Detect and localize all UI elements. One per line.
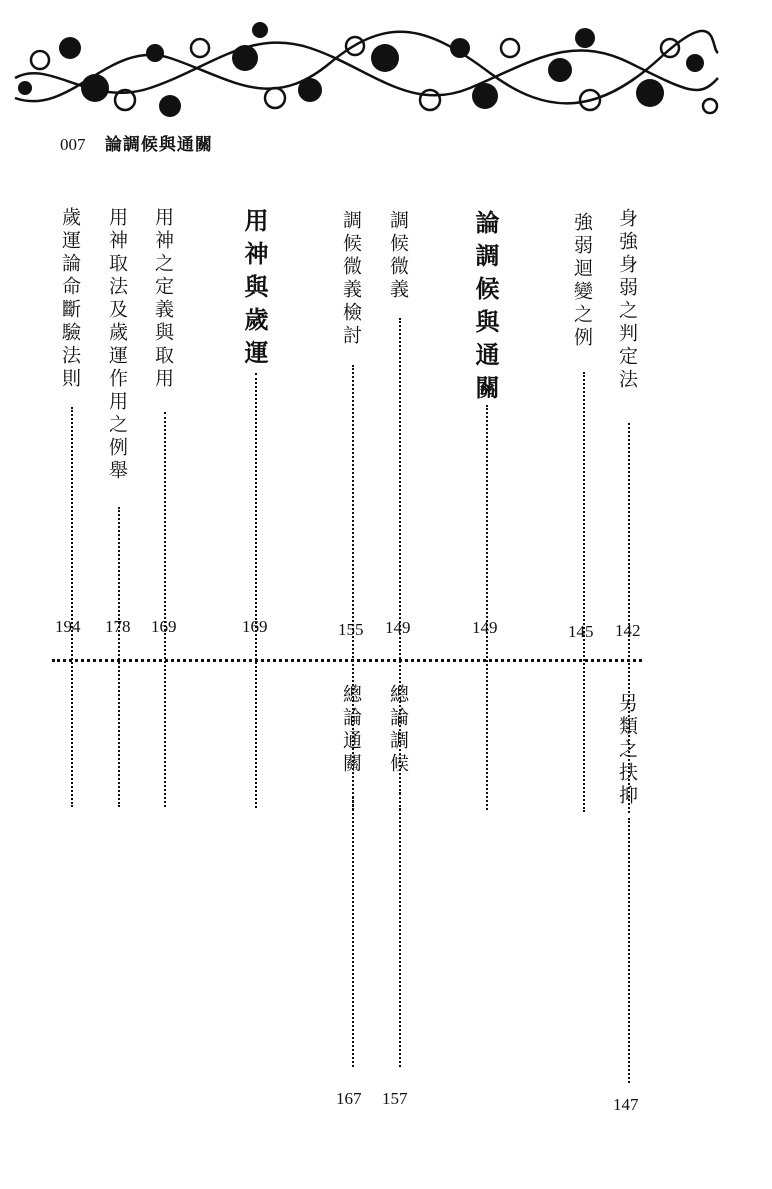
toc-section-title: 論調候與通關 (471, 210, 499, 408)
running-head-title: 論調候與通關 (104, 135, 213, 155)
dot-leader (255, 373, 257, 808)
toc-entry-title: 調候微義檢討 (340, 210, 362, 348)
toc-entry-page: 145 (568, 622, 594, 641)
running-head (60, 130, 213, 156)
toc-entry-title: 調候微義 (387, 210, 409, 302)
section-divider (52, 659, 642, 662)
dot-leader (164, 412, 166, 807)
toc-entry-page: 194 (55, 617, 81, 636)
toc-entry-page: 155 (338, 620, 364, 639)
toc-entry-page: 169 (151, 617, 177, 636)
toc-entry-title: 另類之扶抑 (616, 693, 638, 808)
dot-leader (628, 818, 630, 1083)
toc-entry-page: 149 (472, 618, 498, 637)
dot-leader (399, 792, 401, 1067)
toc-entry-page: 169 (242, 617, 268, 636)
toc-entry-page: 147 (613, 1095, 639, 1114)
toc-entry-title: 歲運論命斷驗法則 (59, 207, 81, 391)
dot-leader (486, 405, 488, 810)
dot-leader (118, 507, 120, 807)
toc-entry-title: 用神之定義與取用 (152, 207, 174, 391)
dot-leader (583, 372, 585, 812)
toc-entry-page: 149 (385, 618, 411, 637)
floral-border-ornament (10, 18, 720, 118)
toc-entry-title: 用神取法及歲運作用之例舉 (106, 207, 128, 483)
toc-section-title: 用神與歲運 (240, 208, 268, 373)
toc-entry-title: 身強身弱之判定法 (616, 208, 638, 392)
toc-entry-page: 167 (336, 1089, 362, 1108)
toc-entry-title: 總論調候 (387, 684, 409, 776)
toc-entry-page: 142 (615, 621, 641, 640)
toc-entry-page: 178 (105, 617, 131, 636)
running-head-page-number: 007 (60, 135, 86, 154)
toc-entry-title: 總論通關 (340, 684, 362, 776)
toc-entry-page: 157 (382, 1089, 408, 1108)
dot-leader (352, 792, 354, 1067)
toc-entry-title: 強弱迴變之例 (571, 212, 593, 350)
dot-leader (71, 407, 73, 807)
